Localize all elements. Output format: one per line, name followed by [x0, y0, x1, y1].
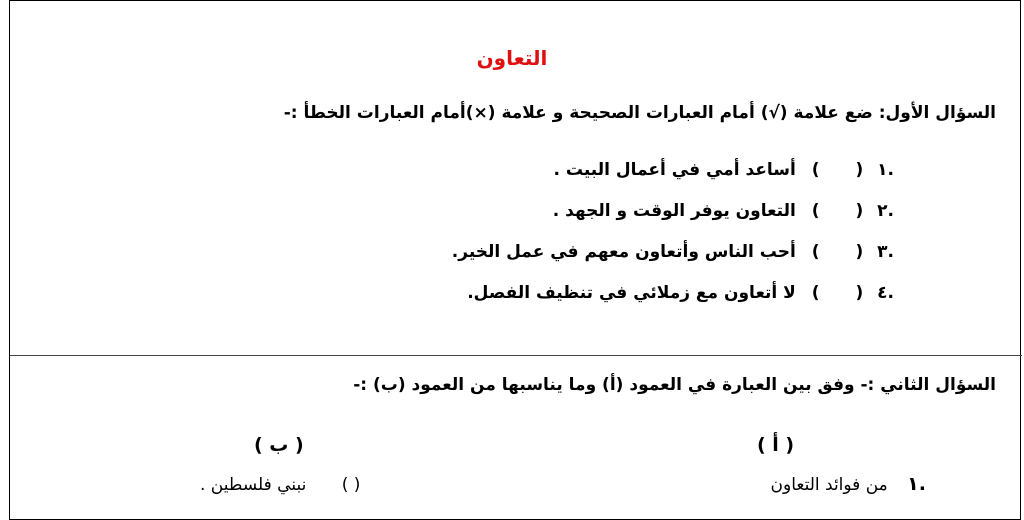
column-b-row	[200, 475, 360, 495]
answer-blank[interactable]: ( )	[811, 160, 864, 180]
row-number: .١	[907, 473, 926, 495]
item-number: .٤	[877, 283, 894, 303]
answer-blank[interactable]: ( )	[811, 283, 864, 303]
match-blank[interactable]: ( )	[341, 475, 361, 495]
item-text: أحب الناس وأتعاون معهم في عمل الخير.	[451, 242, 796, 262]
question-1-instruction: السؤال الأول: ضع علامة (√) أمام العبارات الصحيحة و علامة (×)أمام العبارات الخطأ :-	[283, 103, 996, 123]
page-title: التعاون	[476, 46, 548, 70]
answer-blank[interactable]: ( )	[811, 242, 864, 262]
column-b-header: ( ب )	[254, 434, 304, 456]
question-1-item	[553, 160, 894, 180]
item-number: .٣	[877, 242, 894, 262]
row-text: من فوائد التعاون	[770, 475, 888, 495]
question-1-item	[553, 201, 894, 221]
question-1-item	[467, 283, 894, 303]
column-a-row	[771, 473, 926, 495]
item-text: التعاون يوفر الوقت و الجهد .	[552, 201, 796, 221]
column-a-header: ( أ )	[757, 434, 795, 456]
answer-blank[interactable]: ( )	[811, 201, 864, 221]
row-text: نبني فلسطين .	[200, 475, 307, 495]
item-number: .١	[877, 160, 894, 180]
section-divider	[10, 355, 1022, 356]
question-2-instruction: السؤال الثاني :- وفق بين العبارة في العمود (أ) وما يناسبها من العمود (ب) :-	[353, 375, 996, 395]
item-number: .٢	[877, 201, 894, 221]
question-1-item	[452, 242, 894, 262]
item-text: أساعد أمي في أعمال البيت .	[553, 160, 796, 180]
item-text: لا أتعاون مع زملائي في تنظيف الفصل.	[467, 283, 796, 303]
